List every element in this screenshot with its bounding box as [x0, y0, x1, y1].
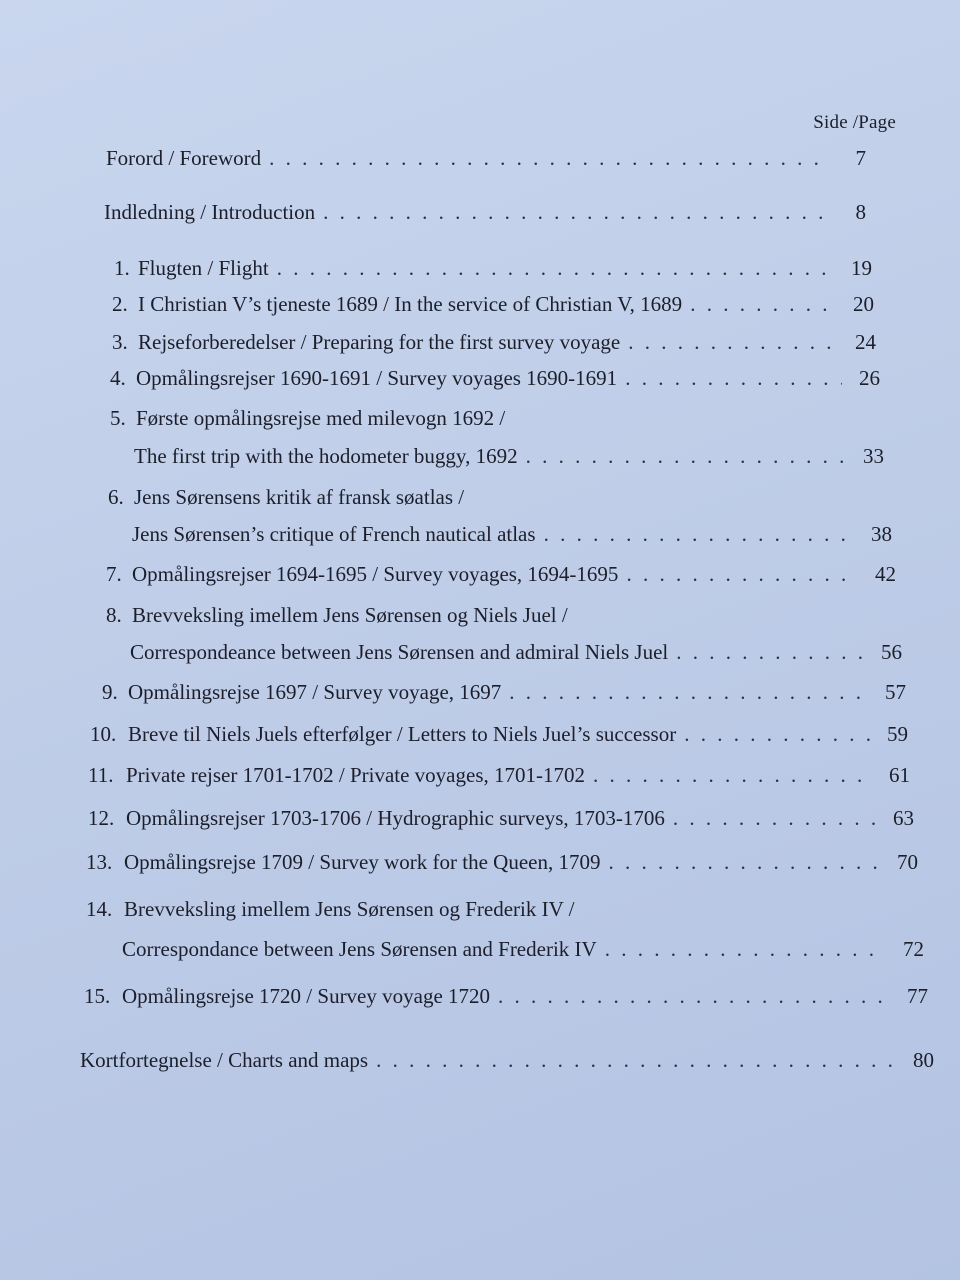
leader-dots — [684, 722, 870, 747]
toc-entry-title: Kortfortegnelse / Charts and maps — [80, 1048, 369, 1072]
toc-entry-title: Jens Sørensen’s critique of French nautical atlas — [132, 522, 536, 546]
toc-entry-number: 3. — [112, 330, 128, 354]
leader-dots — [498, 984, 890, 1009]
toc-entry-page: 38 — [871, 522, 892, 546]
toc-entry-title: Opmålingsrejser 1690-1691 / Survey voyages 1690-1691 — [136, 366, 618, 390]
toc-entry-page: 20 — [853, 292, 874, 316]
toc-entry-number: 10. — [90, 722, 117, 746]
toc-entry-chapter-15 — [84, 984, 928, 1009]
toc-entry-title: Rejseforberedelser / Preparing for the first survey voyage — [138, 330, 621, 354]
toc-entry-number: 13. — [86, 850, 113, 874]
toc-entry-chapter-4 — [110, 366, 880, 391]
toc-entry-chapter-6-line1 — [108, 485, 464, 510]
toc-entry-chapter-5-line1 — [110, 406, 505, 431]
toc-entry-chapter-6 — [132, 522, 892, 547]
toc-entry-chapter-14 — [122, 937, 924, 962]
toc-entry-title: Breve til Niels Juels efterfølger / Letters to Niels Juel’s successor — [128, 722, 677, 746]
toc-entry-page: 61 — [889, 763, 910, 787]
toc-entry-page: 72 — [903, 937, 924, 961]
toc-entry-chapter-13 — [86, 850, 918, 875]
toc-entry-title: Opmålingsrejse 1720 / Survey voyage 1720 — [122, 984, 491, 1008]
toc-entry-page: 42 — [875, 562, 896, 586]
leader-dots — [690, 292, 836, 317]
leader-dots — [605, 937, 886, 962]
toc-entry-number: 14. — [86, 897, 113, 921]
toc-entry-introduction — [104, 200, 866, 225]
toc-entry-chapter-10 — [90, 722, 908, 747]
leader-dots — [626, 562, 858, 587]
toc-entry-title: Opmålingsrejse 1697 / Survey voyage, 1697 — [128, 680, 502, 704]
leader-dots — [269, 146, 828, 171]
toc-entry-chapter-9 — [102, 680, 906, 705]
toc-entry-page: 7 — [855, 146, 866, 170]
toc-entry-page: 24 — [855, 330, 876, 354]
toc-entry-page: 80 — [913, 1048, 934, 1072]
toc-entry-title: Opmålingsrejser 1703-1706 / Hydrographic surveys, 1703-1706 — [126, 806, 665, 830]
toc-entry-page: 33 — [863, 444, 884, 468]
toc-entry-number: 5. — [110, 406, 126, 430]
toc-entry-chapter-5 — [134, 444, 884, 469]
toc-entry-number: 11. — [88, 763, 114, 787]
leader-dots — [628, 330, 838, 355]
toc-entry-title: Opmålingsrejser 1694-1695 / Survey voyages, 1694-1695 — [132, 562, 619, 586]
toc-entry-page: 63 — [893, 806, 914, 830]
toc-entry-charts-and-maps — [80, 1048, 934, 1073]
toc-entry-title-line1: Brevveksling imellem Jens Sørensen og Niels Juel / — [132, 603, 568, 627]
toc-entry-chapter-12 — [88, 806, 914, 831]
toc-entry-chapter-11 — [88, 763, 910, 788]
toc-entry-title: Correspondance between Jens Sørensen and Frederik IV — [122, 937, 597, 961]
toc-entry-number: 15. — [84, 984, 111, 1008]
toc-entry-chapter-1 — [114, 256, 872, 281]
toc-entry-page: 59 — [887, 722, 908, 746]
toc-entry-title: Opmålingsrejse 1709 / Survey work for the Queen, 1709 — [124, 850, 601, 874]
toc-entry-chapter-7 — [106, 562, 896, 587]
toc-entry-page: 77 — [907, 984, 928, 1008]
toc-entry-title-line1: Jens Sørensens kritik af fransk søatlas / — [134, 485, 465, 509]
toc-entry-page: 56 — [881, 640, 902, 664]
leader-dots — [673, 806, 876, 831]
toc-entry-foreword — [106, 146, 866, 171]
toc-entry-number: 4. — [110, 366, 126, 390]
toc-entry-title: Flugten / Flight — [138, 256, 269, 280]
leader-dots — [676, 640, 864, 665]
leader-dots — [544, 522, 854, 547]
leader-dots — [609, 850, 881, 875]
toc-entry-chapter-3 — [112, 330, 876, 355]
leader-dots — [509, 680, 868, 705]
toc-entry-number: 7. — [106, 562, 122, 586]
toc-entry-number: 8. — [106, 603, 122, 627]
toc-entry-number: 12. — [88, 806, 115, 830]
toc-entry-title: Correspondeance between Jens Sørensen and admiral Niels Juel — [130, 640, 669, 664]
toc-entry-chapter-14-line1 — [86, 897, 574, 922]
toc-entry-title: Indledning / Introduction — [104, 200, 316, 224]
leader-dots — [376, 1048, 896, 1073]
toc-entry-page: 19 — [851, 256, 872, 280]
toc-entry-title: Private rejser 1701-1702 / Private voyages, 1701-1702 — [126, 763, 585, 787]
toc-entry-chapter-8 — [130, 640, 902, 665]
toc-entry-chapter-2 — [112, 292, 874, 317]
toc-entry-page: 8 — [855, 200, 866, 224]
toc-entry-title: Forord / Foreword — [106, 146, 262, 170]
toc-entry-title-line1: Første opmålingsrejse med milevogn 1692 / — [136, 406, 506, 430]
toc-entry-number: 6. — [108, 485, 124, 509]
leader-dots — [625, 366, 842, 391]
leader-dots — [593, 763, 872, 788]
toc-entry-page: 57 — [885, 680, 906, 704]
page-column-header: Side /Page — [813, 112, 896, 133]
leader-dots — [526, 444, 846, 469]
toc-entry-title: I Christian V’s tjeneste 1689 / In the service of Christian V, 1689 — [138, 292, 683, 316]
leader-dots — [277, 256, 834, 281]
toc-entry-number: 2. — [112, 292, 128, 316]
leader-dots — [323, 200, 828, 225]
toc-entry-chapter-8-line1 — [106, 603, 568, 628]
toc-entry-number: 1. — [114, 256, 130, 280]
toc-entry-title: The first trip with the hodometer buggy, 1692 — [134, 444, 518, 468]
toc-entry-title-line1: Brevveksling imellem Jens Sørensen og Frederik IV / — [124, 897, 575, 921]
toc-entry-page: 70 — [897, 850, 918, 874]
toc-entry-number: 9. — [102, 680, 118, 704]
toc-entry-page: 26 — [859, 366, 880, 390]
